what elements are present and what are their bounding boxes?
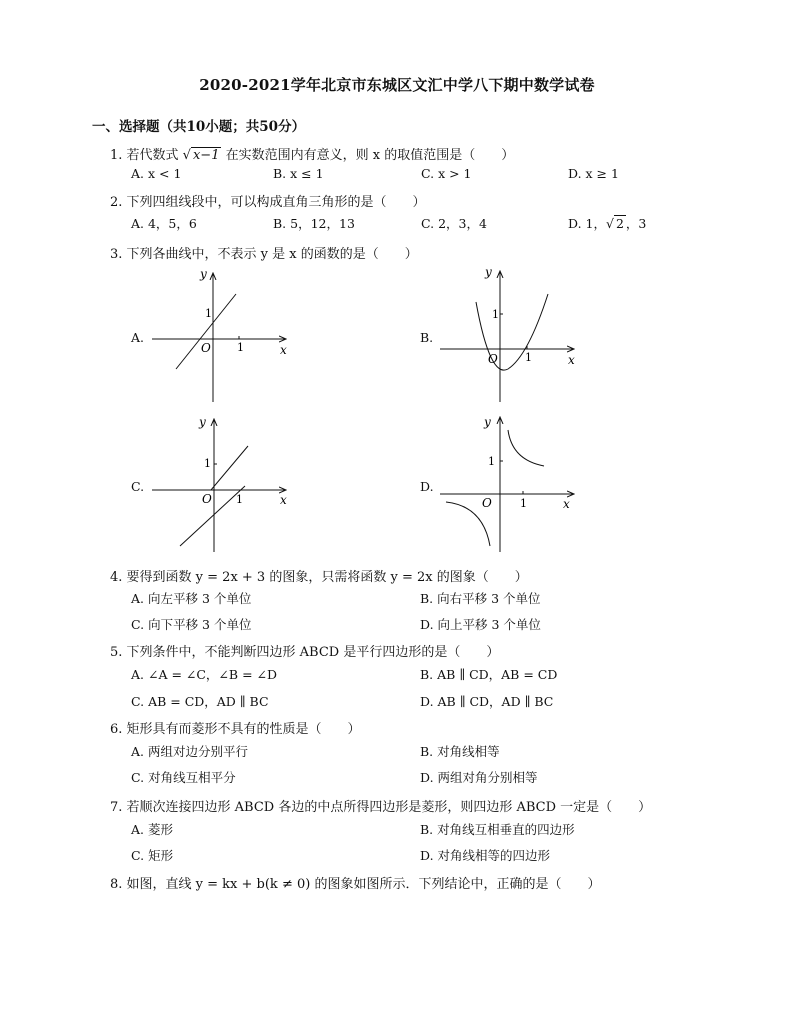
q5-option-d: D. AB ∥ CD，AD ∥ BC	[420, 694, 554, 709]
q2-option-d-suffix: ，3	[625, 216, 647, 231]
q6-option-b: B. 对角线相等	[420, 744, 500, 759]
question-2: 2. 下列四组线段中，可以构成直角三角形的是（ ）	[110, 195, 426, 210]
graph-b-curve	[476, 294, 548, 370]
question-1-suffix: 在实数范围内有意义，则 x 的取值范围是（ ）	[221, 148, 515, 163]
question-3: 3. 下列各曲线中，不表示 y 是 x 的函数的是（ ）	[110, 247, 418, 262]
q4-option-c: C. 向下平移 3 个单位	[131, 617, 252, 632]
q6-option-a: A. 两组对边分别平行	[131, 744, 248, 759]
q6-option-d: D. 两组对角分别相等	[420, 770, 538, 785]
q4-option-b: B. 向右平移 3 个单位	[420, 591, 541, 606]
graph-a	[150, 264, 300, 404]
origin-label: O	[202, 492, 212, 506]
question-4: 4. 要得到函数 y = 2x + 3 的图象，只需将函数 y = 2x 的图象（ ）	[110, 570, 528, 585]
graph-c	[150, 414, 300, 554]
q2-option-c: C. 2，3，4	[421, 216, 487, 231]
q5-option-b: B. AB ∥ CD，AB = CD	[420, 667, 558, 682]
q7-option-c: C. 矩形	[131, 848, 174, 863]
q2-option-b: B. 5，12，13	[273, 216, 355, 231]
y-one-label: 1	[488, 455, 495, 468]
q3-label-c: C.	[131, 479, 145, 494]
x-one-label: 1	[236, 493, 243, 506]
question-8: 8. 如图，直线 y = kx + b(k ≠ 0) 的图象如图所示．下列结论中，正确的是（ ）	[110, 877, 601, 892]
sqrt-symbol: √	[605, 216, 614, 231]
q1-option-a: A. x < 1	[131, 166, 182, 181]
question-1-prefix: 1. 若代数式	[110, 148, 183, 163]
q7-option-d: D. 对角线相等的四边形	[420, 848, 551, 863]
x-label: x	[280, 343, 287, 357]
graph-d	[438, 414, 588, 554]
q1-option-b: B. x ≤ 1	[273, 166, 324, 181]
q3-label-a: A.	[131, 330, 145, 345]
q5-option-a: A. ∠A = ∠C，∠B = ∠D	[131, 667, 278, 682]
origin-label: O	[488, 352, 498, 366]
x-label: x	[568, 353, 575, 367]
sqrt-symbol: √	[182, 148, 191, 163]
q2-option-d-prefix: D. 1，	[568, 216, 606, 231]
question-5: 5. 下列条件中，不能判断四边形 ABCD 是平行四边形的是（ ）	[110, 645, 500, 660]
graph-d-upper-branch	[508, 430, 544, 466]
q2-option-d	[568, 214, 646, 232]
question-6: 6. 矩形具有而菱形不具有的性质是（ ）	[110, 722, 361, 737]
q4-option-a: A. 向左平移 3 个单位	[131, 591, 252, 606]
y-label: y	[200, 267, 207, 281]
y-one-label: 1	[205, 307, 212, 320]
graph-b	[438, 264, 588, 404]
q3-label-b: B.	[420, 330, 434, 345]
y-one-label: 1	[204, 457, 211, 470]
y-label: y	[199, 415, 206, 429]
x-label: x	[280, 493, 287, 507]
q1-option-c: C. x > 1	[421, 166, 472, 181]
x-one-label: 1	[525, 351, 532, 364]
x-one-label: 1	[520, 497, 527, 510]
origin-label: O	[201, 341, 211, 355]
x-one-label: 1	[237, 341, 244, 354]
q7-option-a: A. 菱形	[131, 822, 173, 837]
x-label: x	[563, 497, 570, 511]
q2-option-d-radicand: 2	[615, 216, 624, 231]
page-title: 2020-2021学年北京市东城区文汇中学八下期中数学试卷	[199, 76, 595, 94]
question-1-radicand: x−1	[192, 148, 220, 163]
q6-option-c: C. 对角线互相平分	[131, 770, 236, 785]
q1-option-d: D. x ≥ 1	[568, 166, 619, 181]
q2-option-a: A. 4，5，6	[131, 216, 197, 231]
question-7: 7. 若顺次连接四边形 ABCD 各边的中点所得四边形是菱形，则四边形 ABCD 一定是（ ）	[110, 800, 652, 815]
q4-option-d: D. 向上平移 3 个单位	[420, 617, 541, 632]
q5-option-c: C. AB = CD，AD ∥ BC	[131, 694, 269, 709]
section-heading: 一、选择题（共10小题；共50分）	[92, 119, 306, 135]
graph-a-line	[176, 294, 236, 369]
q7-option-b: B. 对角线互相垂直的四边形	[420, 822, 575, 837]
graph-c-upper-branch	[188, 446, 248, 490]
question-1	[110, 144, 514, 163]
y-label: y	[484, 415, 491, 429]
origin-label: O	[482, 496, 492, 510]
y-label: y	[485, 265, 492, 279]
q3-label-d: D.	[420, 479, 434, 494]
y-one-label: 1	[492, 308, 499, 321]
